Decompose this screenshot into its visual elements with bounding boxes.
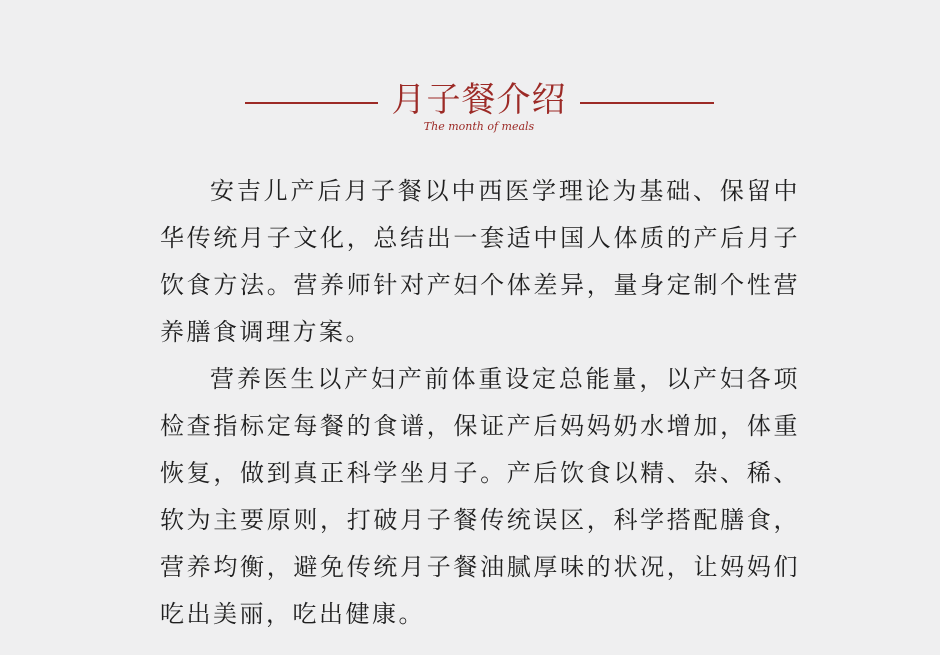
- section-title: 月子餐介绍: [391, 80, 567, 120]
- intro-paragraph-2: 营养医生以产妇产前体重设定总能量，以产妇各项检查指标定每餐的食谱，保证产后妈妈奶水增加，体重恢复，做到真正科学坐月子。产后饮食以精、杂、稀、软为主要原则，打破月子餐传统误区，科学搭配膳食，营养均衡，避免传统月子餐油腻厚味的状况，让妈妈们吃出美丽，吃出健康。: [160, 365, 800, 628]
- section-header: [0, 74, 940, 144]
- intro-paragraph-1: 安吉儿产后月子餐以中西医学理论为基础、保留中华传统月子文化，总结出一套适中国人体质的产后月子饮食方法。营养师针对产妇个体差异，量身定制个性营养膳食调理方案。: [160, 177, 800, 346]
- intro-text: [160, 168, 800, 638]
- section-subtitle: The month of meals: [423, 120, 535, 133]
- header-right-rule: [580, 102, 714, 104]
- header-left-rule: [245, 102, 378, 104]
